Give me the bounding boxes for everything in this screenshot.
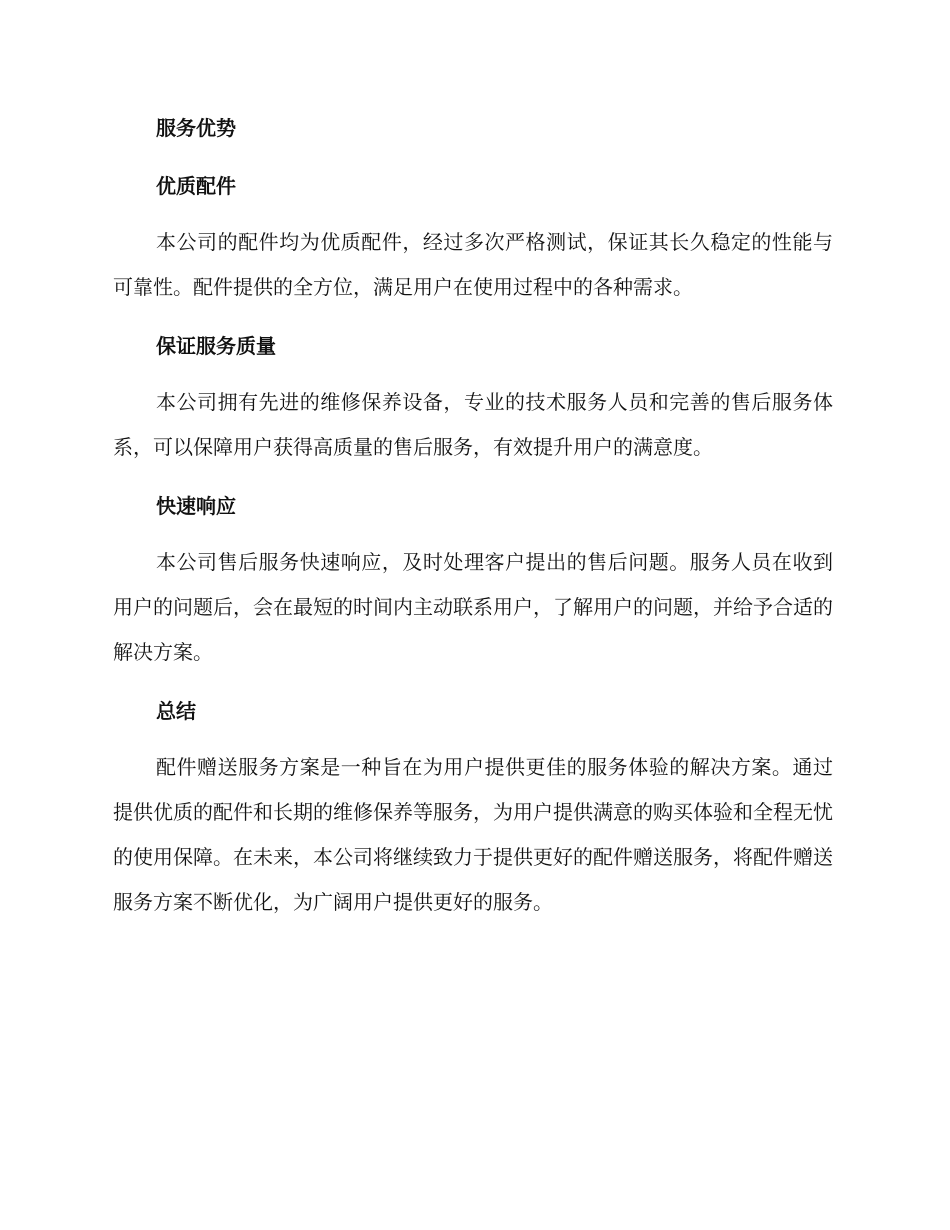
section-heading-summary: 总结 [156, 699, 196, 723]
section-heading-service-quality: 保证服务质量 [156, 334, 276, 358]
paragraph-fast-response: 本公司售后服务快速响应，及时处理客户提出的售后问题。服务人员在收到用户的问题后，会在最短的时间内主动联系用户，了解用户的问题，并给予合适的解决方案。 [113, 550, 833, 664]
section-heading-fast-response: 快速响应 [156, 494, 236, 518]
section-heading-quality-parts: 优质配件 [156, 174, 236, 198]
paragraph-service-quality: 本公司拥有先进的维修保养设备，专业的技术服务人员和完善的售后服务体系，可以保障用户获得高质量的售后服务，有效提升用户的满意度。 [113, 390, 833, 459]
paragraph-summary: 配件赠送服务方案是一种旨在为用户提供更佳的服务体验的解决方案。通过提供优质的配件和长期的维修保养等服务，为用户提供满意的购买体验和全程无忧的使用保障。在未来，本公司将继续致力于提供更好的配件赠送服务，将配件赠送服务方案不断优化，为广阔用户提供更好的服务。 [113, 755, 833, 914]
section-heading-service-advantages: 服务优势 [156, 116, 236, 140]
document-body [113, 104, 833, 937]
paragraph-quality-parts: 本公司的配件均为优质配件，经过多次严格测试，保证其长久稳定的性能与可靠性。配件提供的全方位，满足用户在使用过程中的各种需求。 [113, 230, 833, 299]
